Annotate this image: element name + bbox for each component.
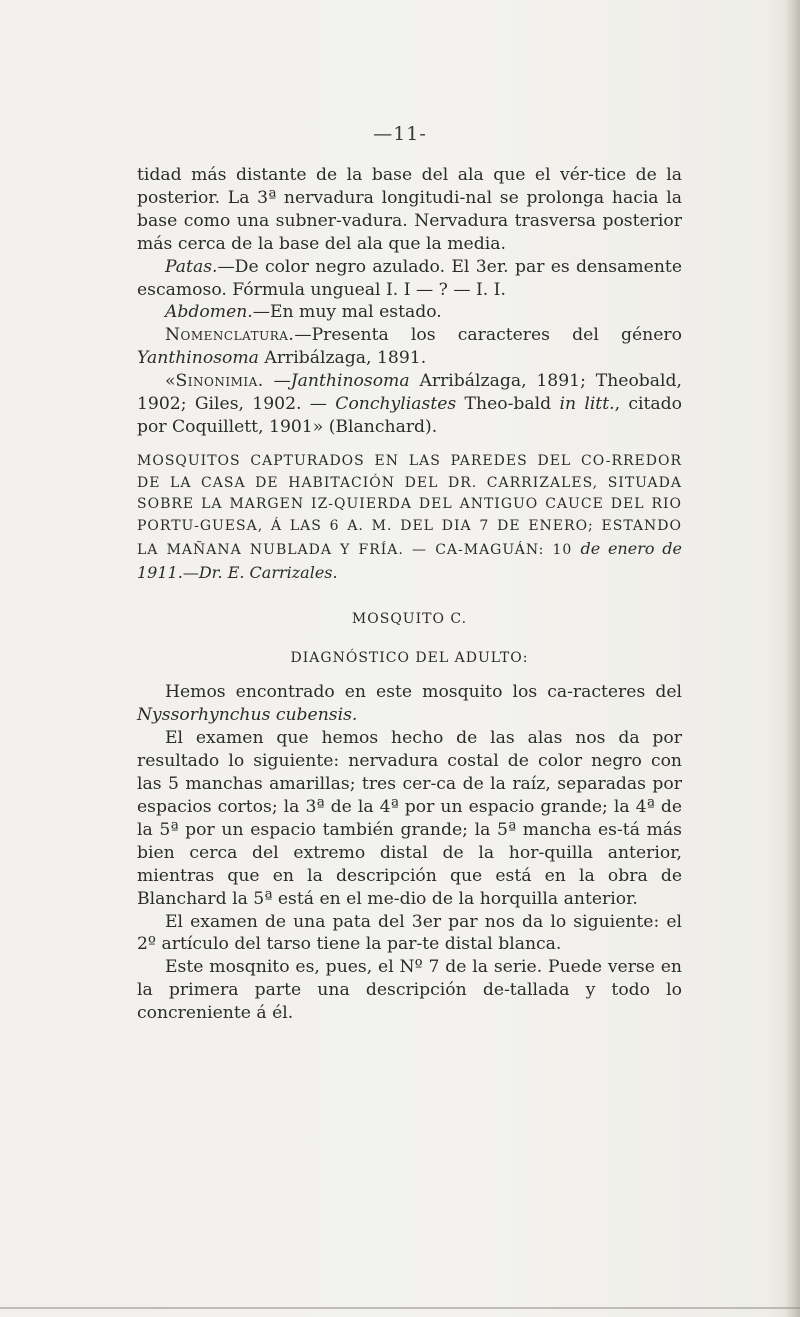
sinonimia-label: Sinonimia. (175, 371, 264, 392)
capture-note (137, 451, 682, 586)
page-edge-shadow (786, 0, 800, 1317)
nomenclatura-text-a: —Presenta los caracteres del género (294, 325, 682, 346)
paragraph-sinonimia (137, 370, 682, 439)
sinonimia-genus-2: Conchyliastes (335, 394, 457, 415)
patas-label: Patas. (165, 256, 218, 277)
nomenclatura-text-b: Arribálzaga, 1891. (258, 348, 427, 369)
sinonimia-genus: Janthinosoma (290, 371, 410, 392)
capture-note-text: MOSQUITOS CAPTURADOS EN LAS PAREDES DEL CO-RREDOR DE LA CASA DE HABITACIÓN DEL DR. CARRIZALES, SITUADA SOBRE LA MARGEN IZ-QUIERDA DEL ANTIGUO CAUCE DEL RIO PORTU-GUESA, Á LAS 6 A. M. DEL DIA 7 DE ENERO; ESTANDO LA MAÑANA NUBLADA Y FRÍA. — CA-MAGUÁN: 10 (137, 452, 682, 559)
sinonimia-text-c: , citado por Coquillett, 1901» (Blanchard). (137, 394, 682, 437)
abdomen-label: Abdomen. (165, 302, 253, 323)
sinonimia-text-b: Theo-bald (456, 394, 560, 415)
paragraph-nomenclatura (137, 324, 682, 370)
capture-note-signature: —Dr. E. Carrizales. (182, 562, 338, 582)
sinonimia-text-a: Arribálzaga, 1891; Theobald, 1902; Giles, 1902. — (137, 371, 683, 415)
caracteres-species: Nyssorhynchus cubensis. (137, 705, 358, 726)
page-number: —11- (373, 123, 427, 145)
sinonimia-open-quote: « (165, 371, 176, 392)
paragraph-caracteres (137, 681, 682, 727)
paragraph-wing-description: tidad más distante de la base del ala que el vér-tice de la posterior. La 3ª nervadura longitudi-nal se prolonga hacia la base como una subner-vadura. Nervadura trasversa posterior más cerca de la base del ala que la media. (137, 165, 682, 254)
paragraph-abdomen (137, 301, 682, 324)
section-heading-diagnostico: DIAGNÓSTICO DEL ADULTO: (290, 649, 529, 666)
paragraph-serie: Este mosqnito es, pues, el Nº 7 de la serie. Puede verse en la primera parte una descripción de-tallada y todo lo concreniente á él. (137, 957, 682, 1024)
nomenclatura-label: Nomenclatura. (165, 325, 295, 346)
sinonimia-dash: — (263, 371, 291, 392)
paragraph-alas: El examen que hemos hecho de las alas nos da por resultado lo siguiente: nervadura costal de color negro con las 5 manchas amarillas; tres cer-ca de la raíz, separadas por espacios cortos; la 3ª de la 4ª por un espacio grande; la 4ª de la 5ª por un espacio también grande; la 5ª mancha es-tá más bien cerca del extremo distal de la hor-quilla anterior, mientras que en la descripción que está en la obra de Blanchard la 5ª está en el me-dio de la horquilla anterior. (137, 728, 682, 909)
bottom-rule (0, 1307, 800, 1309)
nomenclatura-genus: Yanthinosoma (137, 348, 259, 369)
paragraph-pata: El examen de una pata del 3er par nos da lo siguiente: el 2º artículo del tarso tiene la par-te distal blanca. (137, 911, 682, 955)
patas-text: —De color negro azulado. El 3er. par es densamente escamoso. Fórmula ungueal I. I — ? — I. I. (137, 256, 682, 300)
section-heading-mosquito-c: MOSQUITO C. (351, 610, 468, 627)
body-text (137, 164, 682, 1025)
caracteres-text: Hemos encontrado en este mosquito los ca-racteres del (165, 682, 682, 703)
sinonimia-in-litt: in litt. (559, 394, 615, 415)
capture-note-date: de enero de 1911. (137, 539, 682, 582)
paragraph-patas (137, 256, 682, 302)
abdomen-text: —En muy mal estado. (252, 302, 442, 323)
